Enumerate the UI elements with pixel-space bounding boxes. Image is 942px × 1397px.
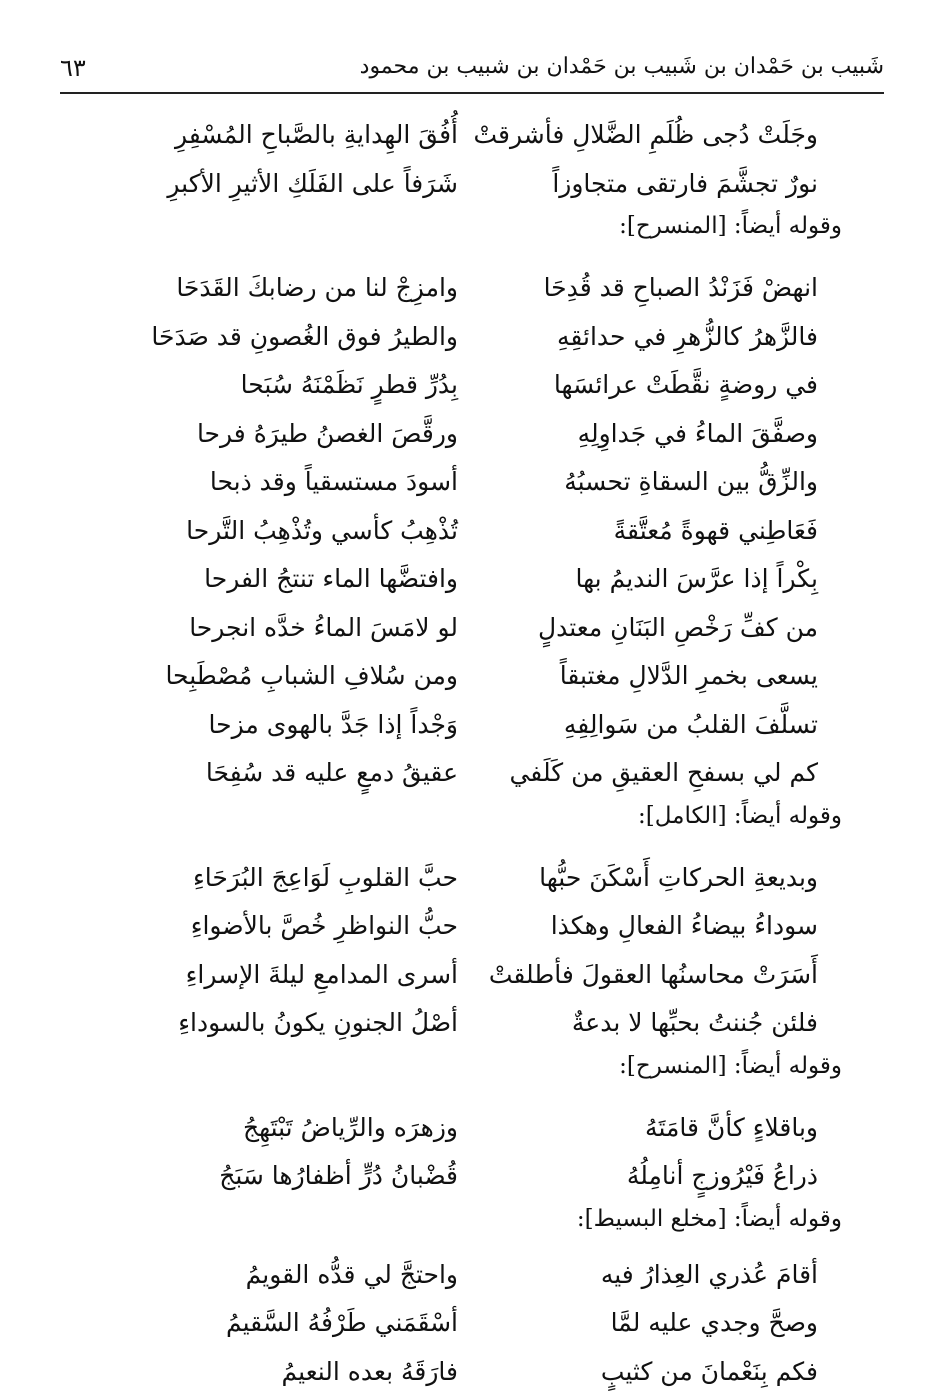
poem-intro-text: وقوله أيضاً: [المنسرح]: (619, 213, 842, 239)
verse (0, 1153, 942, 1202)
running-title: شَبيب بن حَمْدان بن شَبيب بن حَمْدان بن شبيب بن محمود (360, 54, 884, 79)
verse (0, 1252, 942, 1301)
verse (0, 508, 942, 557)
running-header (60, 48, 884, 94)
second-hemistich: ومن سُلافِ الشبابِ مُصْطَبِحا (165, 659, 458, 693)
first-hemistich: كم لي بسفحِ العقيقِ من كَلَفي (509, 756, 818, 790)
verse (0, 459, 942, 508)
first-hemistich: فَعَاطِني قهوةً مُعتَّقةً (614, 514, 818, 548)
verse (0, 556, 942, 605)
poem-intro-text: وقوله أيضاً: [مخلع البسيط]: (577, 1206, 842, 1232)
second-hemistich: وزهرَه والرِّياضُ تَبْتَهِجُ (243, 1111, 458, 1145)
verse (0, 265, 942, 314)
second-hemistich: أسودَ مستسقياً وقد ذبحا (210, 465, 458, 499)
second-hemistich: أصْلُ الجنونِ يكونُ بالسوداءِ (178, 1006, 458, 1040)
first-hemistich: بِكْراً إذا عرَّسَ النديمُ بها (576, 562, 818, 596)
verse (0, 903, 942, 952)
poem-intro (0, 209, 942, 259)
second-hemistich: وافتضَّها الماء تنتجُ الفرحا (204, 562, 458, 596)
page-number: ٦٣ (60, 54, 86, 82)
first-hemistich: انهضْ فَزَنْدُ الصباحِ قد قُدِحَا (544, 271, 818, 305)
first-hemistich: في روضةٍ نقَّطَتْ عرائسَها (554, 368, 818, 402)
verse (0, 855, 942, 904)
second-hemistich: تُذْهِبُ كأسي وتُذْهِبُ التَّرحا (186, 514, 458, 548)
second-hemistich: أسرى المدامعِ ليلةَ الإسراءِ (186, 958, 458, 992)
first-hemistich: فلئن جُننتُ بحبِّها لا بدعةٌ (572, 1006, 818, 1040)
poem-intro-text: وقوله أيضاً: [الكامل]: (638, 803, 842, 829)
second-hemistich: أسْقَمَني طَرْفُهُ السَّقيمُ (226, 1306, 458, 1340)
verse (0, 750, 942, 799)
first-hemistich: يسعى بخمرِ الدَّلالِ مغتبقاً (560, 659, 818, 693)
poem-intro (0, 1049, 942, 1099)
second-hemistich: شَرَفاً على الفَلَكِ الأثيرِ الأكبرِ (167, 167, 458, 201)
first-hemistich: أَسَرَتْ محاسنُها العقولَ فأطلقتْ (489, 958, 818, 992)
poem-intro-text: وقوله أيضاً: [المنسرح]: (619, 1053, 842, 1079)
first-hemistich: من كفِّ رَخْصِ البَنَانِ معتدلٍ (538, 611, 818, 645)
verse (0, 605, 942, 654)
verse (0, 952, 942, 1001)
poem-intro (0, 1202, 942, 1252)
verse (0, 1000, 942, 1049)
first-hemistich: أقامَ عُذري العِذارُ فيه (601, 1258, 818, 1292)
second-hemistich: حبُّ النواظرِ خُصَّ بالأضواءِ (191, 909, 458, 943)
verse (0, 702, 942, 751)
second-hemistich: لو لامَسَ الماءُ خدَّه انجرحا (189, 611, 458, 645)
second-hemistich: ورقَّصَ الغصنُ طيرَهُ فرحا (197, 417, 458, 451)
first-hemistich: ذراعُ فَيْرُوزجٍ أنامِلُهُ (627, 1159, 818, 1193)
second-hemistich: بِدُرِّ قطرٍ نَظَمْنَهُ سُبَحا (241, 368, 458, 402)
first-hemistich: وجَلَتْ دُجى ظُلَمِ الضَّلالِ فأشرقتْ (473, 118, 818, 152)
first-hemistich: تسلَّفَ القلبُ من سَوالِفِهِ (564, 708, 818, 742)
second-hemistich: حبَّ القلوبِ لَوَاعِجَ البُرَحَاءِ (193, 861, 458, 895)
poem-intro (0, 799, 942, 849)
first-hemistich: فكم بِنَعْمانَ من كثيبٍ (601, 1355, 818, 1389)
verse (0, 411, 942, 460)
second-hemistich: أُفُقَ الهِدايةِ بالصَّباحِ المُسْفِرِ (175, 118, 458, 152)
first-hemistich: وباقلاءٍ كأنَّ قامَتَهُ (645, 1111, 818, 1145)
verse (0, 1105, 942, 1154)
second-hemistich: والطيرُ فوق الغُصونِ قد صَدَحَا (151, 320, 458, 354)
verse (0, 1300, 942, 1349)
first-hemistich: فالزَّهرُ كالزُّهرِ في حدائقِهِ (557, 320, 818, 354)
poem-body (0, 112, 942, 1397)
verse (0, 161, 942, 210)
second-hemistich: واحتجَّ لي قدُّه القويمُ (246, 1258, 458, 1292)
second-hemistich: قُضْبانُ دُرٍّ أظفارُها سَبَجُ (219, 1159, 458, 1193)
first-hemistich: نورٌ تجشَّمَ فارتقى متجاوزاً (552, 167, 818, 201)
verse (0, 362, 942, 411)
second-hemistich: عقيقُ دمعٍ عليه قد سُفِحَا (206, 756, 458, 790)
first-hemistich: وبديعةِ الحركاتِ أَسْكَنَ حبُّها (539, 861, 818, 895)
first-hemistich: وصحَّ وجدي عليه لمَّا (611, 1306, 818, 1340)
first-hemistich: والزِّقُّ بين السقاةِ تحسبُهُ (564, 465, 818, 499)
verse (0, 112, 942, 161)
first-hemistich: سوداءُ بيضاءُ الفعالِ وهكذا (551, 909, 818, 943)
second-hemistich: وامزِجْ لنا من رضابكَ القَدَحَا (176, 271, 458, 305)
verse (0, 1349, 942, 1397)
second-hemistich: فارَقَهُ بعده النعيمُ (282, 1355, 458, 1389)
verse (0, 653, 942, 702)
first-hemistich: وصفَّقَ الماءُ في جَداوِلِهِ (578, 417, 818, 451)
verse (0, 314, 942, 363)
second-hemistich: وَجْداً إذا جَدَّ بالهوى مزحا (209, 708, 458, 742)
